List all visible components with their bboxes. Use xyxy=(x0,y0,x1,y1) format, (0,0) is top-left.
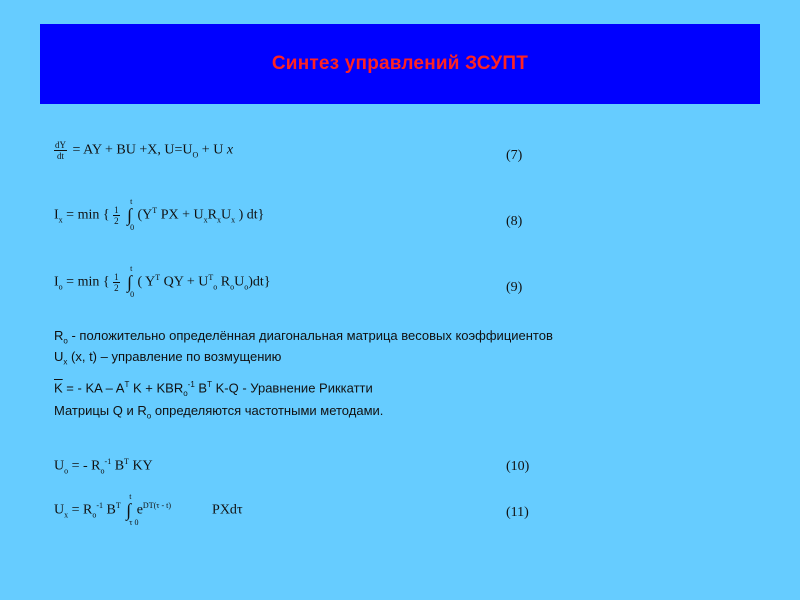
equation-number-8: (8) xyxy=(506,214,523,229)
subscript: o xyxy=(183,388,188,398)
note-text: - положительно определённая диагональная матрица весовых коэффициентов xyxy=(71,328,553,343)
superscript: T xyxy=(207,380,212,389)
subscript: o xyxy=(63,336,68,346)
superscript: T xyxy=(152,206,158,216)
equation-text: U xyxy=(198,274,209,290)
equation-11 xyxy=(54,492,243,527)
equation-number-11: (11) xyxy=(506,505,529,520)
fraction-numerator: dY xyxy=(55,140,66,150)
fraction-numerator: 1 xyxy=(114,205,119,215)
lower-limit: τ 0 xyxy=(129,518,139,527)
equation-text: τ xyxy=(236,502,243,518)
subscript: o xyxy=(213,282,218,292)
note-text: K-Q xyxy=(215,380,239,396)
equation-body: = AY + BU +X, U=U xyxy=(72,142,193,158)
equation-text: ) dt} xyxy=(238,207,265,223)
equation-9 xyxy=(54,264,271,299)
fraction-denominator: 2 xyxy=(114,216,119,226)
superscript: T xyxy=(124,380,130,389)
equation-text: KY xyxy=(132,458,153,474)
lower-limit: 0 xyxy=(130,223,135,232)
note-text: K + KBR xyxy=(133,380,184,396)
note-text: B xyxy=(198,380,208,396)
equation-number-10: (10) xyxy=(506,459,530,474)
subscript: x xyxy=(63,357,68,367)
note-line-1 xyxy=(54,328,553,346)
equation-text: = min { xyxy=(66,207,110,223)
equation-text: B xyxy=(106,502,116,518)
note-line-2 xyxy=(54,349,281,367)
note-line-3 xyxy=(54,380,373,398)
superscript: D xyxy=(142,501,149,511)
lower-limit: 0 xyxy=(130,290,135,299)
fraction-numerator: 1 xyxy=(114,272,119,282)
integral-sign: ∫ t 0 xyxy=(127,264,135,299)
equation-text: PX + U xyxy=(160,207,204,223)
note-text: (x, t) – управление по возмущению xyxy=(71,349,282,364)
equation-text: e xyxy=(136,502,143,518)
upper-limit: t xyxy=(129,492,132,501)
note-text: - Уравнение Риккатти xyxy=(242,380,373,396)
lhs-symbol: U xyxy=(54,458,65,474)
note-text: Матрицы Q и R xyxy=(54,403,147,418)
superscript: T xyxy=(115,501,121,511)
half-fraction xyxy=(113,272,120,293)
equation-text: )dt} xyxy=(248,274,271,290)
subscript: o xyxy=(64,466,69,476)
equation-7 xyxy=(54,140,233,161)
subscript: o xyxy=(146,411,152,421)
subscript: x xyxy=(226,142,234,158)
equation-tail: + U xyxy=(201,142,224,158)
subscript: o xyxy=(230,282,235,292)
equation-text: (Y xyxy=(137,207,153,223)
superscript: -1 xyxy=(96,501,104,511)
subscript: x xyxy=(231,215,236,225)
equation-number-9: (9) xyxy=(506,280,523,295)
subscript: o xyxy=(58,282,63,292)
note-text: определяются частотными методами. xyxy=(154,403,384,418)
equation-8 xyxy=(54,197,265,232)
subscript: o xyxy=(100,466,105,476)
superscript: T xyxy=(208,273,214,283)
half-fraction xyxy=(113,205,120,226)
fraction-denominator: 2 xyxy=(114,283,119,293)
title-bar xyxy=(40,24,760,104)
lhs-symbol: I xyxy=(54,274,59,290)
equation-text: = - R xyxy=(71,458,101,474)
subscript: O xyxy=(192,150,199,160)
equation-text: R xyxy=(207,207,217,223)
note-line-4 xyxy=(54,403,383,421)
equation-text: U xyxy=(220,207,232,223)
subscript: o xyxy=(92,510,97,520)
upper-limit: t xyxy=(130,197,133,206)
superscript: -1 xyxy=(187,380,195,389)
subscript: x xyxy=(64,510,69,520)
equation-10 xyxy=(54,457,153,475)
integral-sign: ∫ t 0 xyxy=(127,197,135,232)
note-text: = - KA – A xyxy=(66,380,125,396)
upper-limit: t xyxy=(130,264,133,273)
subscript: x xyxy=(203,215,208,225)
subscript: o xyxy=(244,282,249,292)
equation-text: = R xyxy=(71,502,93,518)
equation-number-7: (7) xyxy=(506,148,523,163)
equation-text: = min { xyxy=(66,274,110,290)
equation-text: R xyxy=(220,274,231,290)
subscript: x xyxy=(216,215,221,225)
superscript: T xyxy=(124,457,129,466)
slide-title: Синтез управлений ЗСУПТ xyxy=(271,53,529,74)
note-symbol: $\overline{K}$ xyxy=(54,380,63,396)
lhs-symbol: U xyxy=(54,502,65,518)
integral-sign: ∫ t τ 0 xyxy=(126,492,139,527)
superscript: -1 xyxy=(104,457,112,466)
note-symbol: R xyxy=(54,328,64,343)
superscript: T(τ - t) xyxy=(148,501,172,511)
equation-text: QY + xyxy=(163,274,195,290)
fraction-denominator: dt xyxy=(56,151,64,161)
superscript: T xyxy=(155,273,161,283)
note-symbol: U xyxy=(54,349,64,364)
equation-text: U xyxy=(234,274,245,290)
equation-text: ( Y xyxy=(137,274,156,290)
equation-text: PXd xyxy=(212,502,237,518)
equation-text: B xyxy=(114,458,125,474)
subscript: x xyxy=(58,215,63,225)
lhs-symbol: I xyxy=(54,207,59,223)
derivative-fraction xyxy=(54,140,67,161)
